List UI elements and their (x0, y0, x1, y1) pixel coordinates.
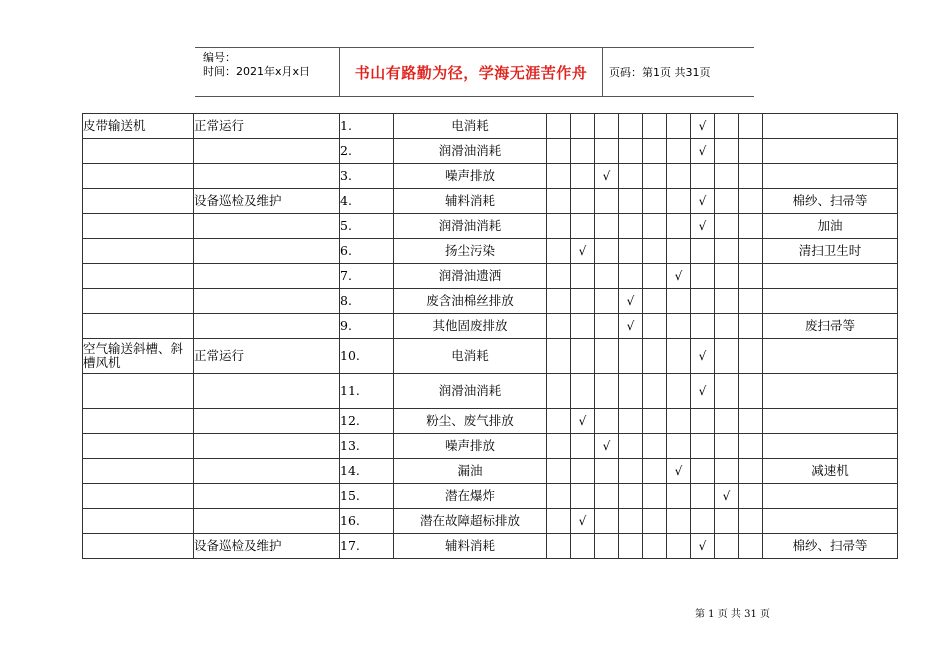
check-cell: √ (715, 484, 739, 509)
remark-cell: 棉纱、扫帚等 (763, 534, 898, 559)
check-cell (595, 189, 619, 214)
check-cell (643, 189, 667, 214)
check-cell (547, 434, 571, 459)
check-cell (739, 534, 763, 559)
check-cell (739, 484, 763, 509)
check-cell (667, 434, 691, 459)
equipment-cell (83, 534, 194, 559)
item-cell: 噪声排放 (394, 434, 547, 459)
table-row (83, 339, 898, 374)
check-cell (571, 314, 595, 339)
check-cell (619, 114, 643, 139)
check-cell: √ (691, 189, 715, 214)
check-cell (643, 139, 667, 164)
index-cell: 10. (340, 339, 394, 374)
check-cell (643, 314, 667, 339)
check-cell (547, 164, 571, 189)
check-cell (619, 214, 643, 239)
check-cell (619, 239, 643, 264)
remark-cell (763, 409, 898, 434)
check-cell (619, 509, 643, 534)
check-cell (691, 314, 715, 339)
check-cell: √ (571, 409, 595, 434)
index-cell: 1. (340, 114, 394, 139)
table-row (83, 509, 898, 534)
check-cell (571, 339, 595, 374)
check-cell (739, 409, 763, 434)
check-cell (571, 139, 595, 164)
item-cell: 废含油棉丝排放 (394, 289, 547, 314)
check-cell (619, 264, 643, 289)
item-cell: 电消耗 (394, 114, 547, 139)
check-cell (571, 114, 595, 139)
check-cell (643, 374, 667, 409)
check-cell (547, 114, 571, 139)
check-cell (667, 484, 691, 509)
state-cell: 设备巡检及维护 (194, 189, 340, 214)
table-row (83, 459, 898, 484)
check-cell (643, 239, 667, 264)
check-cell (643, 509, 667, 534)
check-cell (739, 189, 763, 214)
check-cell (691, 434, 715, 459)
table-row (83, 239, 898, 264)
index-cell: 14. (340, 459, 394, 484)
check-cell (595, 459, 619, 484)
check-cell (619, 339, 643, 374)
check-cell (667, 534, 691, 559)
check-cell (547, 459, 571, 484)
check-cell (715, 459, 739, 484)
check-cell (667, 239, 691, 264)
table-row (83, 114, 898, 139)
check-cell (619, 459, 643, 484)
check-cell (739, 339, 763, 374)
check-cell (547, 139, 571, 164)
check-cell (547, 314, 571, 339)
state-cell (194, 164, 340, 189)
check-cell (547, 409, 571, 434)
table-row (83, 409, 898, 434)
check-cell (619, 189, 643, 214)
table-row (83, 484, 898, 509)
check-cell (691, 509, 715, 534)
equipment-cell (83, 164, 194, 189)
state-cell (194, 264, 340, 289)
check-cell: √ (691, 339, 715, 374)
state-cell (194, 314, 340, 339)
check-cell (715, 189, 739, 214)
state-cell (194, 239, 340, 264)
check-cell (667, 139, 691, 164)
header-meta (203, 51, 310, 79)
index-cell: 5. (340, 214, 394, 239)
check-cell: √ (619, 314, 643, 339)
check-cell (547, 509, 571, 534)
check-cell (547, 264, 571, 289)
remark-cell: 清扫卫生时 (763, 239, 898, 264)
state-cell (194, 289, 340, 314)
check-cell (715, 264, 739, 289)
page-header (195, 47, 754, 97)
check-cell (571, 214, 595, 239)
check-cell (667, 374, 691, 409)
check-cell (739, 239, 763, 264)
table-row (83, 374, 898, 409)
remark-cell (763, 434, 898, 459)
remark-cell (763, 164, 898, 189)
state-cell (194, 139, 340, 164)
state-cell (194, 484, 340, 509)
remark-cell: 棉纱、扫帚等 (763, 189, 898, 214)
check-cell (595, 409, 619, 434)
check-cell (715, 409, 739, 434)
state-cell: 正常运行 (194, 339, 340, 374)
check-cell (595, 339, 619, 374)
check-cell (715, 239, 739, 264)
check-cell (595, 139, 619, 164)
check-cell (715, 289, 739, 314)
check-cell (667, 114, 691, 139)
check-cell (595, 374, 619, 409)
check-cell (739, 139, 763, 164)
item-cell: 润滑油消耗 (394, 139, 547, 164)
time-label: 时间：2021年x月x日 (203, 65, 311, 78)
check-cell: √ (691, 214, 715, 239)
table-row (83, 189, 898, 214)
state-cell (194, 509, 340, 534)
index-cell: 4. (340, 189, 394, 214)
item-cell: 润滑油消耗 (394, 374, 547, 409)
check-cell (547, 339, 571, 374)
check-cell: √ (691, 534, 715, 559)
remark-cell (763, 114, 898, 139)
check-cell (643, 289, 667, 314)
equipment-cell: 皮带输送机 (83, 114, 194, 139)
check-cell (667, 314, 691, 339)
check-cell: √ (595, 164, 619, 189)
remark-cell (763, 339, 898, 374)
check-cell (619, 374, 643, 409)
check-cell: √ (691, 139, 715, 164)
check-cell (667, 339, 691, 374)
check-cell (571, 484, 595, 509)
state-cell: 设备巡检及维护 (194, 534, 340, 559)
index-cell: 17. (340, 534, 394, 559)
state-cell: 正常运行 (194, 114, 340, 139)
check-cell (595, 264, 619, 289)
check-cell (739, 289, 763, 314)
check-cell (715, 114, 739, 139)
header-divider (602, 48, 603, 96)
check-cell (739, 459, 763, 484)
check-cell (547, 484, 571, 509)
check-cell (739, 114, 763, 139)
check-cell (619, 434, 643, 459)
check-cell (595, 314, 619, 339)
equipment-cell (83, 459, 194, 484)
check-cell (667, 164, 691, 189)
check-cell (571, 189, 595, 214)
equipment-cell (83, 214, 194, 239)
remark-cell (763, 139, 898, 164)
check-cell (643, 339, 667, 374)
check-cell: √ (571, 239, 595, 264)
check-cell (739, 164, 763, 189)
check-cell: √ (691, 114, 715, 139)
check-cell (715, 509, 739, 534)
check-cell (595, 289, 619, 314)
equipment-cell (83, 374, 194, 409)
remark-cell (763, 264, 898, 289)
equipment-cell (83, 289, 194, 314)
remark-cell (763, 289, 898, 314)
equipment-cell (83, 484, 194, 509)
table-row (83, 214, 898, 239)
check-cell (619, 534, 643, 559)
check-cell (595, 239, 619, 264)
check-cell (595, 509, 619, 534)
index-cell: 16. (340, 509, 394, 534)
table-body (83, 114, 898, 559)
check-cell (571, 289, 595, 314)
check-cell (571, 434, 595, 459)
item-cell: 粉尘、废气排放 (394, 409, 547, 434)
check-cell (667, 214, 691, 239)
index-cell: 7. (340, 264, 394, 289)
check-cell (619, 164, 643, 189)
remark-cell: 减速机 (763, 459, 898, 484)
equipment-cell (83, 434, 194, 459)
check-cell (691, 409, 715, 434)
check-cell: √ (667, 459, 691, 484)
check-cell (571, 164, 595, 189)
remark-cell (763, 484, 898, 509)
item-cell: 润滑油遗洒 (394, 264, 547, 289)
aspects-table (82, 113, 898, 559)
check-cell (643, 164, 667, 189)
index-cell: 2. (340, 139, 394, 164)
index-cell: 9. (340, 314, 394, 339)
check-cell (739, 434, 763, 459)
check-cell (595, 214, 619, 239)
equipment-cell (83, 509, 194, 534)
page-footer: 第 1 页 共 31 页 (695, 609, 770, 620)
table-row (83, 264, 898, 289)
check-cell (547, 239, 571, 264)
check-cell (715, 534, 739, 559)
item-cell: 潜在故障超标排放 (394, 509, 547, 534)
index-cell: 15. (340, 484, 394, 509)
equipment-cell: 空气输送斜槽、斜槽风机 (83, 339, 194, 374)
state-cell (194, 214, 340, 239)
state-cell (194, 459, 340, 484)
item-cell: 辅料消耗 (394, 534, 547, 559)
check-cell (667, 509, 691, 534)
index-cell: 8. (340, 289, 394, 314)
table-row (83, 534, 898, 559)
equipment-cell (83, 314, 194, 339)
index-cell: 6. (340, 239, 394, 264)
check-cell (547, 214, 571, 239)
check-cell (619, 484, 643, 509)
check-cell (571, 459, 595, 484)
check-cell: √ (571, 509, 595, 534)
check-cell (619, 409, 643, 434)
state-cell (194, 434, 340, 459)
check-cell (643, 264, 667, 289)
check-cell (595, 484, 619, 509)
check-cell (739, 214, 763, 239)
check-cell (571, 264, 595, 289)
remark-cell: 加油 (763, 214, 898, 239)
check-cell (619, 139, 643, 164)
item-cell: 其他固废排放 (394, 314, 547, 339)
table-row (83, 314, 898, 339)
check-cell (643, 214, 667, 239)
check-cell (739, 374, 763, 409)
equipment-cell (83, 264, 194, 289)
check-cell (643, 534, 667, 559)
check-cell (667, 289, 691, 314)
table-row (83, 434, 898, 459)
check-cell (643, 459, 667, 484)
equipment-cell (83, 189, 194, 214)
check-cell (715, 374, 739, 409)
check-cell (571, 534, 595, 559)
check-cell (691, 264, 715, 289)
check-cell: √ (595, 434, 619, 459)
check-cell (739, 264, 763, 289)
remark-cell (763, 509, 898, 534)
table-row (83, 164, 898, 189)
index-cell: 11. (340, 374, 394, 409)
item-cell: 潜在爆炸 (394, 484, 547, 509)
item-cell: 漏油 (394, 459, 547, 484)
check-cell (547, 374, 571, 409)
check-cell (691, 289, 715, 314)
check-cell (715, 314, 739, 339)
check-cell (739, 314, 763, 339)
check-cell (595, 114, 619, 139)
check-cell (715, 339, 739, 374)
page-code: 页码：第1页 共31页 (609, 66, 711, 79)
check-cell (547, 534, 571, 559)
index-cell: 13. (340, 434, 394, 459)
check-cell (715, 139, 739, 164)
check-cell (643, 484, 667, 509)
item-cell: 润滑油消耗 (394, 214, 547, 239)
check-cell (667, 189, 691, 214)
equipment-cell (83, 409, 194, 434)
check-cell (691, 239, 715, 264)
table-row (83, 139, 898, 164)
table-row (83, 289, 898, 314)
remark-cell (763, 374, 898, 409)
number-label: 编号： (203, 51, 236, 64)
check-cell (691, 164, 715, 189)
equipment-cell (83, 139, 194, 164)
check-cell (715, 434, 739, 459)
item-cell: 噪声排放 (394, 164, 547, 189)
index-cell: 3. (340, 164, 394, 189)
check-cell (691, 484, 715, 509)
check-cell (595, 534, 619, 559)
check-cell (571, 374, 595, 409)
check-cell (739, 509, 763, 534)
check-cell (667, 409, 691, 434)
check-cell: √ (619, 289, 643, 314)
item-cell: 电消耗 (394, 339, 547, 374)
state-cell (194, 409, 340, 434)
check-cell (643, 409, 667, 434)
check-cell (643, 434, 667, 459)
remark-cell: 废扫帚等 (763, 314, 898, 339)
index-cell: 12. (340, 409, 394, 434)
state-cell (194, 374, 340, 409)
check-cell: √ (667, 264, 691, 289)
equipment-cell (83, 239, 194, 264)
check-cell (715, 214, 739, 239)
check-cell (547, 189, 571, 214)
check-cell (715, 164, 739, 189)
motto-text: 书山有路勤为径，学海无涯苦作舟 (354, 63, 588, 82)
check-cell (691, 459, 715, 484)
check-cell (643, 114, 667, 139)
check-cell (547, 289, 571, 314)
item-cell: 扬尘污染 (394, 239, 547, 264)
check-cell: √ (691, 374, 715, 409)
item-cell: 辅料消耗 (394, 189, 547, 214)
